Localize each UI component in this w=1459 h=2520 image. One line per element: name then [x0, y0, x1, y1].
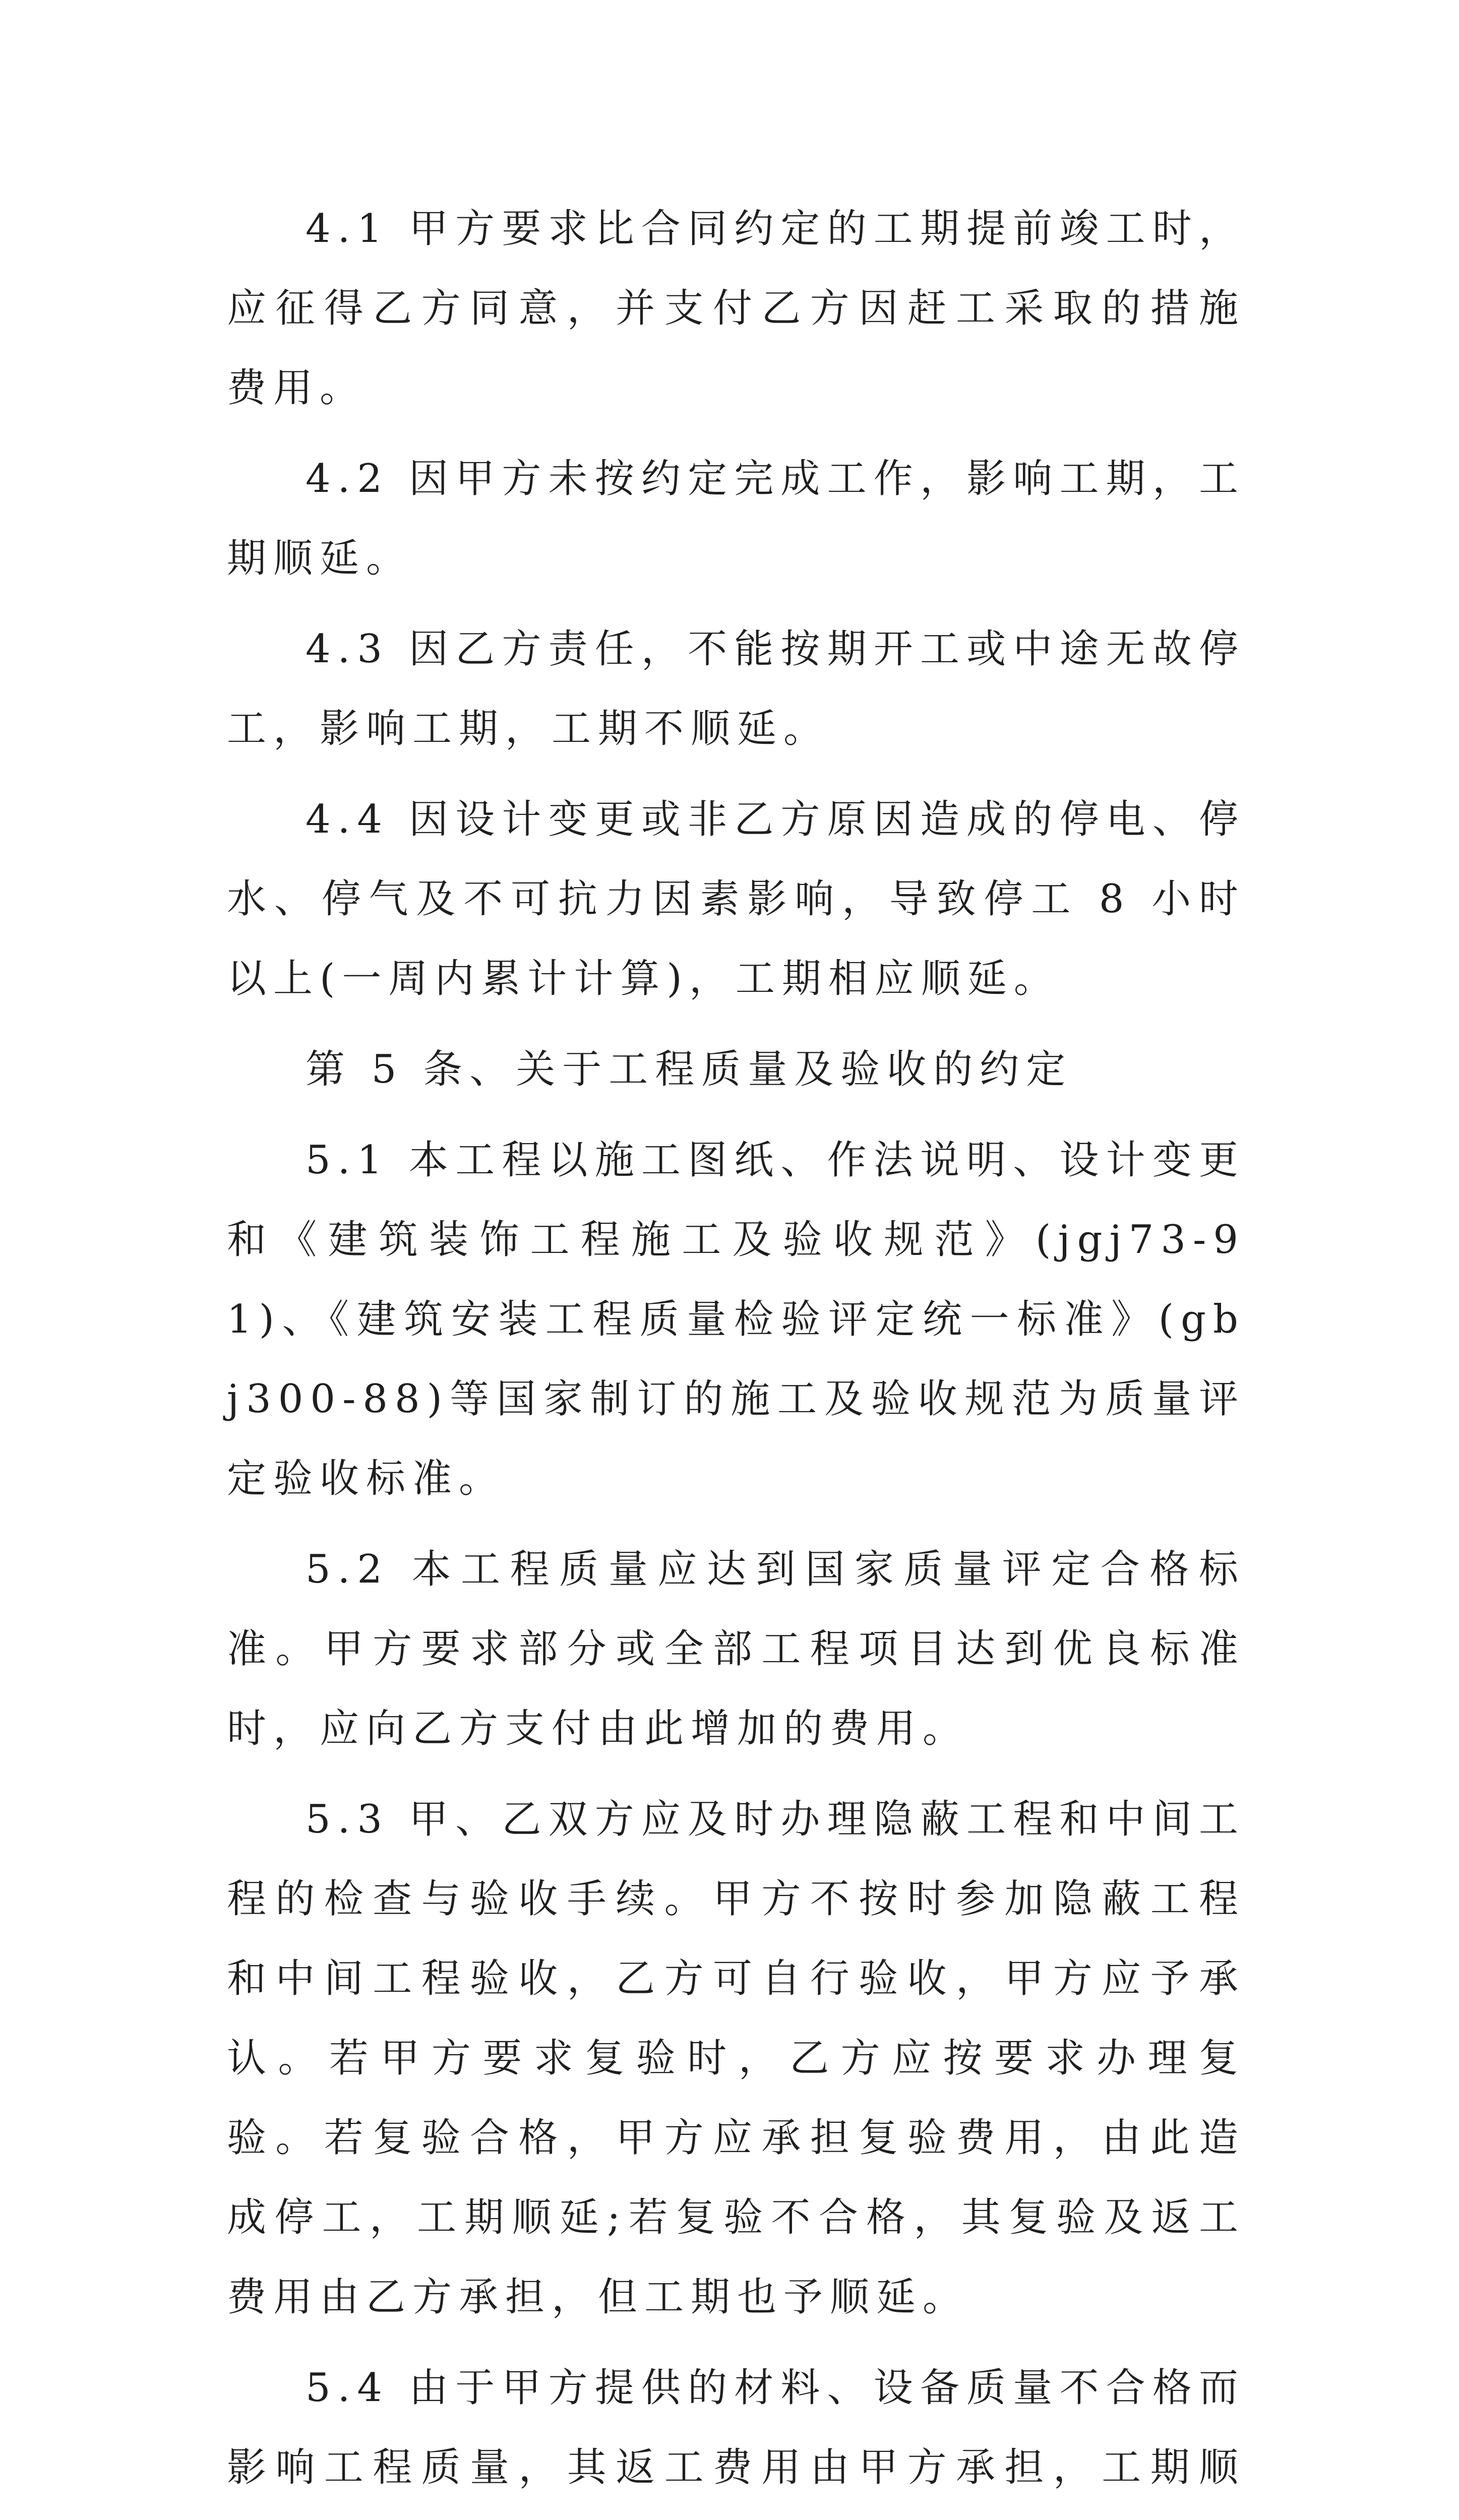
- clause-5-3: 5.3 甲、乙双方应及时办理隐蔽工程和中间工程的检查与验收手续。甲方不按时参加隐蔽工程和中间工程验收，乙方可自行验收，甲方应予承认。若甲方要求复验时，乙方应按要求办理复验。若复验合格，甲方应承担复验费用，由此造成停工，工期顺延;若复验不合格，其复验及返工费用由乙方承担，但工期也予顺延。: [227, 1797, 1245, 2320]
- clause-4-2: 4.2 因甲方未按约定完成工作，影响工期，工期顺延。: [227, 456, 1245, 581]
- clause-4-1: 4.1 甲方要求比合同约定的工期提前竣工时，应征得乙方同意，并支付乙方因赶工采取的措施费用。: [227, 206, 1245, 411]
- document-body: [227, 189, 1245, 2520]
- section-heading-5: 第 5 条、关于工程质量及验收的约定: [306, 1047, 1073, 1092]
- clause-5-1: 5.1 本工程以施工图纸、作法说明、设计变更和《建筑装饰工程施工及验收规范》(jgj73-91)、《建筑安装工程质量检验评定统一标准》(gbj300-88)等国家制订的施工及验收规范为质量评定验收标准。: [227, 1138, 1245, 1501]
- clause-4-4: 4.4 因设计变更或非乙方原因造成的停电、停水、停气及不可抗力因素影响，导致停工 8 小时以上(一周内累计计算)，工期相应顺延。: [227, 797, 1245, 1001]
- clause-5-4: 5.4 由于甲方提供的材料、设备质量不合格而影响工程质量，其返工费用由甲方承担，工期顺: [227, 2365, 1245, 2490]
- clause-4-3: 4.3 因乙方责任，不能按期开工或中途无故停工，影响工期，工期不顺延。: [227, 626, 1245, 751]
- clause-5-2: 5.2 本工程质量应达到国家质量评定合格标准。甲方要求部分或全部工程项目达到优良标准时，应向乙方支付由此增加的费用。: [227, 1547, 1245, 1751]
